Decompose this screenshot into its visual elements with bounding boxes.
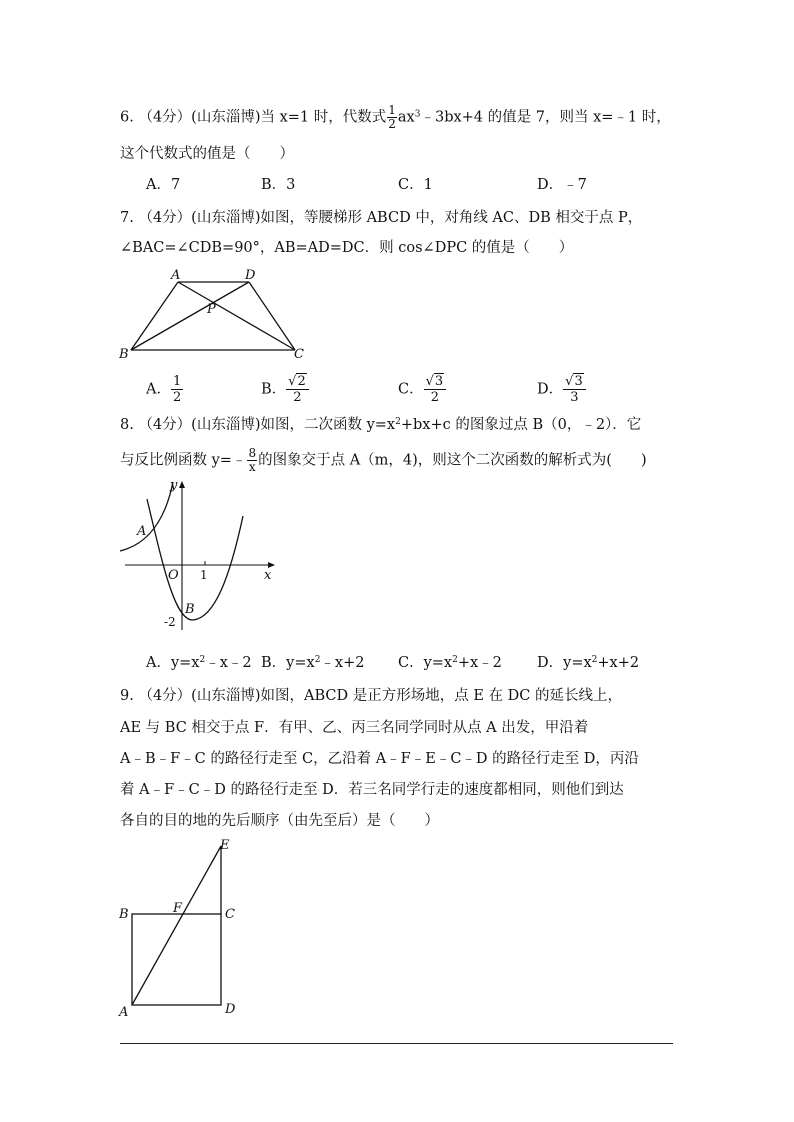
q6-frac-den: 2 xyxy=(388,117,396,131)
q6-frac-num: 1 xyxy=(388,103,396,117)
q6-sup: 3 xyxy=(414,109,421,120)
q7-option-a-den: 2 xyxy=(172,390,182,405)
q8-option-b-sup: 2 xyxy=(314,655,321,665)
q8-option-c xyxy=(398,653,502,673)
q9-segment-ae xyxy=(132,846,221,1005)
q7-diagonal-ac xyxy=(178,282,295,350)
q9-label-f: F xyxy=(173,901,183,916)
q7-option-a-num: 1 xyxy=(172,374,182,389)
q9-line1: 9. （4分）(山东淄博)如图，ABCD 是正方形场地，点 E 在 DC 的延长线上， xyxy=(120,688,622,704)
q9-line3: A﹣B﹣F﹣C 的路径行走至 C，乙沿着 A﹣F﹣E﹣C﹣D 的路径行走至 D，丙沿 xyxy=(120,751,639,767)
q8-label-y: y xyxy=(170,478,178,493)
q7-option-b xyxy=(261,374,309,405)
q7-option-a xyxy=(146,374,183,405)
q8-option-b-b: ﹣x+2 xyxy=(320,655,365,671)
q6-mid: ax xyxy=(397,109,415,126)
q8-graph-figure xyxy=(115,476,285,636)
q8-frac-den: x xyxy=(248,460,256,474)
q9-label-b: B xyxy=(119,907,129,922)
q9-square-abcd xyxy=(132,914,221,1005)
q7-option-c-den: 2 xyxy=(430,390,440,405)
q8-option-a-a: A．y=x xyxy=(146,655,200,671)
q6-suffix: ﹣3bx+4 的值是 7，则当 x=﹣1 时， xyxy=(420,109,671,126)
q6-option-c: C．1 xyxy=(398,177,433,193)
q7-option-c-radical: √ xyxy=(425,374,434,389)
q8-fraction xyxy=(247,447,257,474)
q9-label-a: A xyxy=(119,1005,129,1020)
q7-label-b: B xyxy=(119,347,129,362)
q8-line1-b: +bx+c 的图象过点 B（0，﹣2）．它 xyxy=(400,417,642,433)
q7-trapezoid-figure xyxy=(110,264,320,366)
q8-hyperbola-curve xyxy=(120,482,173,551)
q8-option-d xyxy=(537,653,639,673)
q8-option-c-a: C．y=x xyxy=(398,655,453,671)
q8-option-a xyxy=(146,653,252,673)
q7-label-d: D xyxy=(245,268,256,283)
q7-option-c xyxy=(398,374,446,405)
q7-line2: ∠BAC=∠CDB=90°，AB=AD=DC．则 cos∠DPC 的值是（ ） xyxy=(120,240,574,256)
q9-line5: 各自的目的地的先后顺序（由先至后）是（ ） xyxy=(120,813,439,829)
q7-option-c-letter: C． xyxy=(398,381,424,398)
q9-line2: AE 与 BC 相交于点 F．有甲、乙、丙三名同学同时从点 A 出发，甲沿着 xyxy=(120,720,589,736)
q7-option-c-value xyxy=(424,374,447,405)
q8-line1-sup: 2 xyxy=(395,417,401,427)
q7-option-b-letter: B． xyxy=(261,381,287,398)
q9-line4: 着 A﹣F﹣C﹣D 的路径行走至 D．若三名同学行走的速度都相同，则他们到达 xyxy=(120,782,624,798)
q7-label-a: A xyxy=(171,268,181,283)
q9-square-figure xyxy=(115,836,255,1021)
q8-option-c-sup: 2 xyxy=(452,655,458,665)
q7-option-c-num: 3 xyxy=(434,374,444,389)
q8-line2 xyxy=(120,447,647,474)
q7-option-d-num: 3 xyxy=(574,374,583,389)
q6-line1 xyxy=(120,104,671,131)
q7-option-d-den: 3 xyxy=(570,390,579,405)
q6-prefix: 6. （4分）(山东淄博)当 x=1 时，代数式 xyxy=(120,109,387,126)
q7-option-d-value xyxy=(563,374,586,405)
q8-line2-a: 与反比例函数 y=﹣ xyxy=(120,452,247,469)
q7-diagonal-db xyxy=(131,282,249,350)
q7-label-c: C xyxy=(294,347,304,362)
q8-option-a-sup: 2 xyxy=(199,655,206,665)
q6-fraction xyxy=(387,104,397,131)
q7-side-ab xyxy=(131,282,178,350)
q8-line2-b: 的图象交于点 A（m，4)，则这个二次函数的解析式为( ) xyxy=(258,452,647,469)
q7-option-d xyxy=(537,374,586,405)
q8-option-d-a: D．y=x xyxy=(537,655,592,671)
q8-label-o: O xyxy=(168,568,179,583)
q6-line2: 这个代数式的值是（ ） xyxy=(120,146,294,162)
q7-option-b-den: 2 xyxy=(293,390,302,405)
q7-label-p: P xyxy=(207,302,216,317)
q9-label-d: D xyxy=(225,1002,236,1017)
q8-option-b xyxy=(261,653,364,673)
q9-label-c: C xyxy=(225,907,235,922)
page-bottom-rule xyxy=(120,1043,673,1044)
q7-option-d-letter: D． xyxy=(537,381,564,398)
q8-label-x: x xyxy=(264,568,272,583)
q8-frac-num: 8 xyxy=(248,446,257,460)
q8-option-d-sup: 2 xyxy=(591,655,598,665)
q9-label-e: E xyxy=(220,838,230,853)
q8-option-c-b: +x﹣2 xyxy=(457,655,502,671)
q8-y-axis-arrow xyxy=(179,481,185,488)
q7-option-a-letter: A． xyxy=(146,381,171,398)
q6-option-b: B．3 xyxy=(261,177,296,193)
q8-option-a-b: ﹣x﹣2 xyxy=(205,655,252,671)
q8-label-b: B xyxy=(185,602,195,617)
q8-line1-a: 8. （4分）(山东淄博)如图，二次函数 y=x xyxy=(120,417,396,433)
q8-line1 xyxy=(120,415,641,435)
q7-option-b-value xyxy=(286,374,309,405)
q7-option-b-radical: √ xyxy=(288,374,297,389)
q7-line1: 7. （4分）(山东淄博)如图，等腰梯形 ABCD 中，对角线 AC、DB 相交于点 P， xyxy=(120,210,643,226)
q8-label-one: 1 xyxy=(200,568,208,582)
q7-side-dc xyxy=(249,282,295,350)
q6-option-a: A．7 xyxy=(146,177,181,193)
q8-label-a: A xyxy=(137,524,147,539)
q8-option-d-b: +x+2 xyxy=(597,655,640,671)
q8-option-b-a: B．y=x xyxy=(261,655,315,671)
q7-option-d-radical: √ xyxy=(565,374,574,389)
q6-option-d: D．﹣7 xyxy=(537,177,587,193)
q7-option-b-num: 2 xyxy=(297,374,306,389)
q7-option-a-value xyxy=(171,374,183,405)
q8-label-neg2: -2 xyxy=(164,615,176,629)
